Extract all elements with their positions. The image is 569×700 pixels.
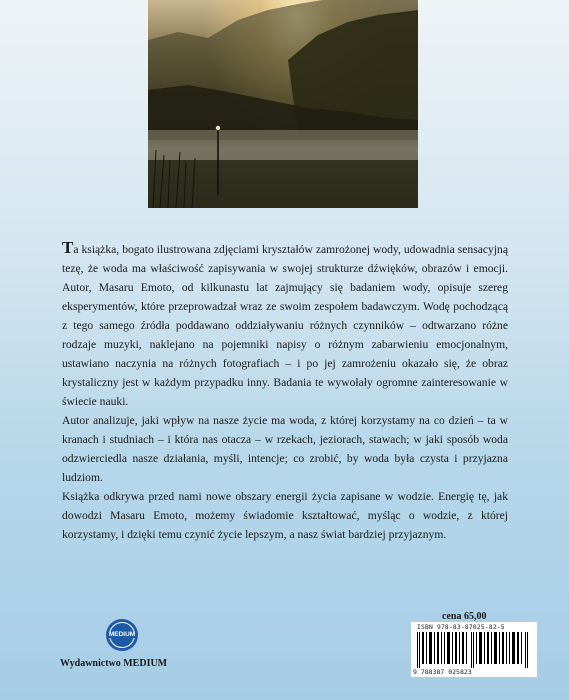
paragraph-text: Książka odkrywa przed nami nowe obszary energii życia zapisane w wodzie. Energię tę, jak dowodzi Masaru Emoto, możemy świadomie kształtować, myśląc o wodzie, z której korzystamy, i dzięki temu czynić życie lepszym, a nasz świat bardziej przyjaznym.: [62, 490, 508, 541]
logo-text: MEDIUM: [108, 631, 136, 638]
medium-logo: [104, 617, 140, 658]
barcode-icon: [415, 632, 533, 668]
landscape-illustration: [148, 0, 418, 208]
book-description: [62, 238, 508, 544]
price-label: cena 65,00: [442, 611, 487, 622]
description-paragraph: [62, 238, 508, 411]
paragraph-text: a książka, bogato ilustrowana zdjęciami kryształów zamrożonej wody, udowadnia sensacyjną tezę, że woda ma właściwość zapisywania w swojej strukturze dźwięków, obrazów i emocji. Autor, Masaru Emoto, od kilkunastu lat zajmujący się badaniem wody, opisuje szereg eksperymentów, które przeprowadzał wraz ze swoim zespołem badawczym. Wodę pochodzącą z tego samego źródła poddawano oddziaływaniu różnych czynników – odtwarzano różne rodzaje muzyki, naklejano na pojemniki napisy o różnym zabarwieniu emocjonalnym, ustawiano naczynia na różnych fotografiach – i po jej zamrożeniu okazało się, że obraz krystaliczny jest w każdym przypadku inny. Badania te wywołały ogromne zainteresowanie w świecie nauki.: [62, 243, 508, 408]
cover-photo-lake-sunset: [148, 0, 418, 208]
barcode-digits: 9 788387 025823: [413, 668, 472, 676]
drop-cap: T: [62, 238, 74, 257]
isbn-number: ISBN 978-83-87025-82-5: [417, 624, 505, 631]
description-paragraph: [62, 411, 508, 487]
publisher-name: Wydawnictwo MEDIUM: [60, 658, 168, 669]
paragraph-text: Autor analizuje, jaki wpływ na nasze życie ma woda, z której korzystamy na co dzień – ta w kranach i studniach – i która nas otacza – w rzekach, jeziorach, stawach; w jaki sposób woda odzwierciedla nasze działania, myśli, intencje; co zrobić, by woda była czysta i przyjazna ludziom.: [62, 414, 508, 484]
barcode-area: [411, 622, 537, 677]
description-paragraph: [62, 487, 508, 544]
